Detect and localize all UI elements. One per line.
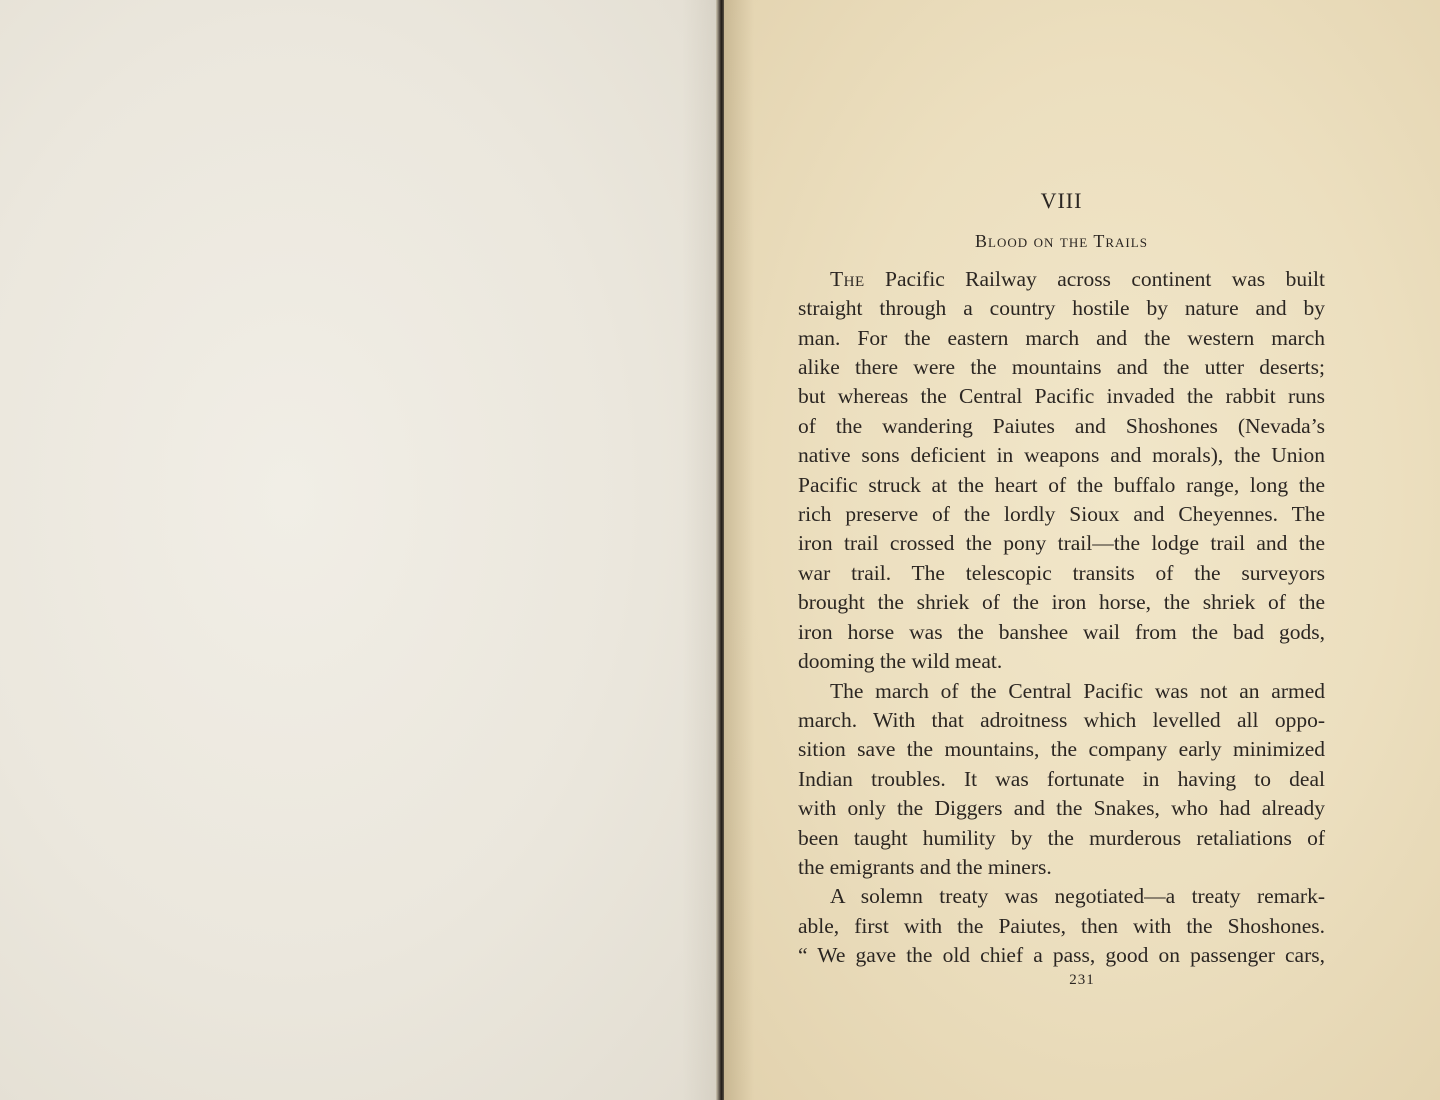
paragraph-line: of the wandering Paiutes and Shoshones (Nevada’s <box>798 413 1325 438</box>
paragraph-line: rich preserve of the lordly Sioux and Cheyennes. The <box>798 502 1325 527</box>
paragraph-line: Indian troubles. It was fortunate in having to deal <box>798 766 1325 791</box>
paragraph-line: A solemn treaty was negotiated—a treaty remark- <box>830 884 1325 909</box>
paragraph-line: native sons deficient in weapons and morals), the Union <box>798 443 1325 468</box>
paragraph-line: man. For the eastern march and the western march <box>798 325 1325 350</box>
paragraph-line: The Pacific Railway across continent was built <box>830 266 1325 291</box>
paragraph-line: sition save the mountains, the company early minimized <box>798 737 1325 762</box>
paragraph-line: with only the Diggers and the Snakes, who had already <box>798 796 1325 821</box>
right-page <box>724 0 1440 1100</box>
paragraph-lead-word: The <box>830 266 865 291</box>
paragraph-line: dooming the wild meat. <box>798 649 1003 674</box>
paragraph-line: war trail. The telescopic transits of the surveyors <box>798 560 1325 585</box>
paragraph-line: but whereas the Central Pacific invaded the rabbit runs <box>798 384 1325 409</box>
paragraph-line: march. With that adroitness which levelled all oppo- <box>798 707 1325 732</box>
paragraph-line: the emigrants and the miners. <box>798 854 1052 879</box>
paragraph-line: Pacific struck at the heart of the buffalo range, long the <box>798 472 1325 497</box>
paragraph-line: alike there were the mountains and the utter deserts; <box>798 355 1325 380</box>
paragraph-line: straight through a country hostile by nature and by <box>798 296 1325 321</box>
page-number: 231 <box>1069 972 1095 988</box>
paragraph-1 <box>798 265 1325 677</box>
chapter-number: VIII <box>1040 188 1083 213</box>
paragraph-line: been taught humility by the murderous retaliations of <box>798 825 1325 850</box>
paragraph-line: The march of the Central Pacific was not an armed <box>830 678 1325 703</box>
page-text-block <box>798 186 1325 971</box>
paragraph-line: iron horse was the banshee wail from the bad gods, <box>798 619 1325 644</box>
paragraph-2 <box>798 677 1325 883</box>
paragraph-line: iron trail crossed the pony trail—the lodge trail and the <box>798 531 1325 556</box>
paragraph-line: brought the shriek of the iron horse, the shriek of the <box>798 590 1325 615</box>
paragraph-line: able, first with the Paiutes, then with the Shoshones. <box>798 913 1325 938</box>
chapter-title: Blood on the Trails <box>975 231 1148 252</box>
paragraph-3 <box>798 882 1325 970</box>
paragraph-line: “ We gave the old chief a pass, good on passenger cars, <box>798 943 1325 968</box>
